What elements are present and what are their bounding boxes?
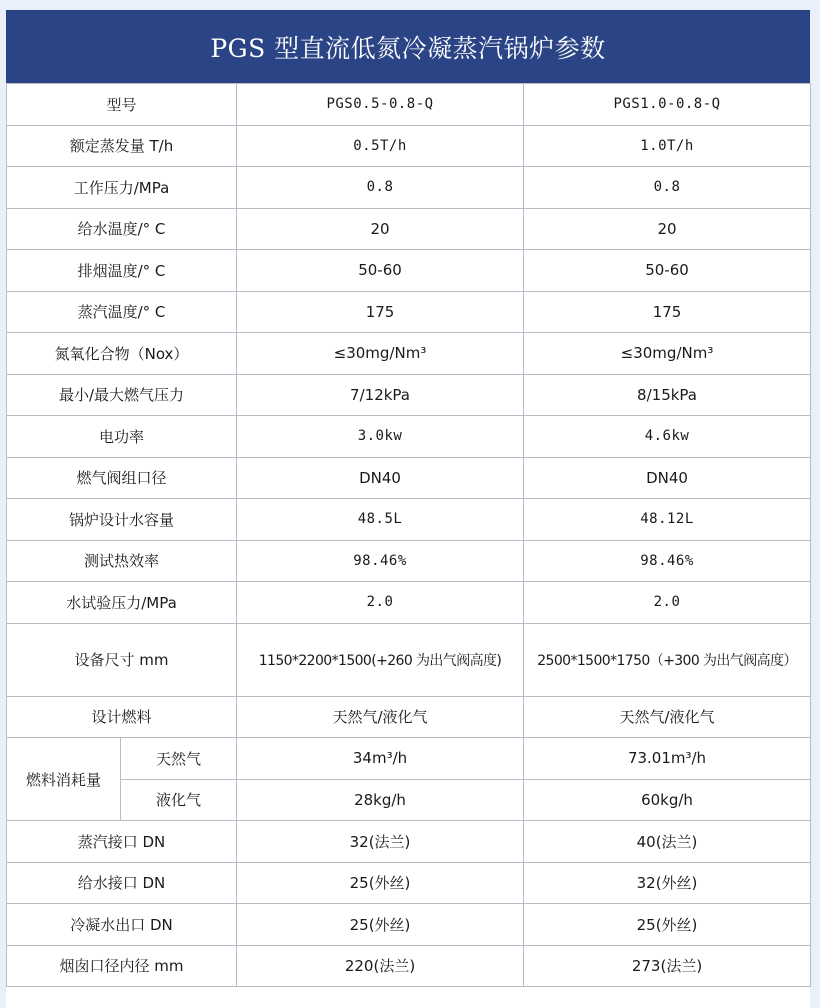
table-row xyxy=(7,499,811,541)
value-2: 2.0 xyxy=(524,582,811,624)
row-label: 电功率 xyxy=(7,416,237,458)
value-2: 175 xyxy=(524,291,811,333)
table-row-model xyxy=(7,84,811,126)
value-1: 220(法兰) xyxy=(237,945,524,987)
spec-sheet xyxy=(6,10,810,1008)
row-label: 测试热效率 xyxy=(7,540,237,582)
row-label: 额定蒸发量 T/h xyxy=(7,125,237,167)
row-label: 氮氧化合物（Nox） xyxy=(7,333,237,375)
row-label: 给水温度/° C xyxy=(7,208,237,250)
value-2: 98.46% xyxy=(524,540,811,582)
row-label: 型号 xyxy=(7,84,237,126)
value-2: 32(外丝) xyxy=(524,862,811,904)
value-1: 50-60 xyxy=(237,250,524,292)
value-1: 28kg/h xyxy=(237,779,524,821)
value-2: 4.6kw xyxy=(524,416,811,458)
table-row xyxy=(7,374,811,416)
table-row xyxy=(7,208,811,250)
row-label: 冷凝水出口 DN xyxy=(7,904,237,946)
spec-table xyxy=(6,83,811,987)
value-1: 98.46% xyxy=(237,540,524,582)
model-2: PGS1.0-0.8-Q xyxy=(524,84,811,126)
value-1: 25(外丝) xyxy=(237,862,524,904)
value-1: ≤30mg/Nm³ xyxy=(237,333,524,375)
table-row-consumption-gas xyxy=(7,738,811,780)
sub-label-lpg: 液化气 xyxy=(121,779,237,821)
value-2: 48.12L xyxy=(524,499,811,541)
value-1: 3.0kw xyxy=(237,416,524,458)
table-row xyxy=(7,821,811,863)
table-row xyxy=(7,291,811,333)
row-label: 水试验压力/MPa xyxy=(7,582,237,624)
value-2: 8/15kPa xyxy=(524,374,811,416)
row-label: 给水接口 DN xyxy=(7,862,237,904)
value-1: 25(外丝) xyxy=(237,904,524,946)
table-row xyxy=(7,582,811,624)
value-2: 0.8 xyxy=(524,167,811,209)
value-2: 1.0T/h xyxy=(524,125,811,167)
table-row-fuel xyxy=(7,696,811,738)
table-row xyxy=(7,416,811,458)
table-row-dimensions xyxy=(7,623,811,696)
value-2: 273(法兰) xyxy=(524,945,811,987)
value-1: 20 xyxy=(237,208,524,250)
value-2: 25(外丝) xyxy=(524,904,811,946)
table-row-consumption-lpg xyxy=(7,779,811,821)
row-label: 烟囱口径内径 mm xyxy=(7,945,237,987)
value-2: 20 xyxy=(524,208,811,250)
row-label: 设计燃料 xyxy=(7,696,237,738)
table-row xyxy=(7,167,811,209)
value-2: 天然气/液化气 xyxy=(524,696,811,738)
table-row xyxy=(7,904,811,946)
page-title: PGS 型直流低氮冷凝蒸汽锅炉参数 xyxy=(210,33,606,63)
table-row xyxy=(7,333,811,375)
row-label: 蒸汽接口 DN xyxy=(7,821,237,863)
value-1: 1150*2200*1500(+260 为出气阀高度) xyxy=(237,623,524,696)
row-label: 最小/最大燃气压力 xyxy=(7,374,237,416)
table-row xyxy=(7,862,811,904)
table-row xyxy=(7,125,811,167)
value-1: 0.5T/h xyxy=(237,125,524,167)
value-2: ≤30mg/Nm³ xyxy=(524,333,811,375)
consumption-label: 燃料消耗量 xyxy=(7,738,121,821)
sub-label-natural-gas: 天然气 xyxy=(121,738,237,780)
row-label: 工作压力/MPa xyxy=(7,167,237,209)
row-label: 燃气阀组口径 xyxy=(7,457,237,499)
value-1: 2.0 xyxy=(237,582,524,624)
value-2: 40(法兰) xyxy=(524,821,811,863)
value-2: 60kg/h xyxy=(524,779,811,821)
value-1: 7/12kPa xyxy=(237,374,524,416)
value-2: DN40 xyxy=(524,457,811,499)
value-1: 天然气/液化气 xyxy=(237,696,524,738)
value-1: 32(法兰) xyxy=(237,821,524,863)
value-2: 73.01m³/h xyxy=(524,738,811,780)
value-2: 2500*1500*1750（+300 为出气阀高度） xyxy=(524,623,811,696)
table-row xyxy=(7,250,811,292)
table-row xyxy=(7,457,811,499)
row-label: 锅炉设计水容量 xyxy=(7,499,237,541)
value-1: 48.5L xyxy=(237,499,524,541)
table-row xyxy=(7,540,811,582)
row-label: 设备尺寸 mm xyxy=(7,623,237,696)
row-label: 排烟温度/° C xyxy=(7,250,237,292)
value-1: 175 xyxy=(237,291,524,333)
table-row xyxy=(7,945,811,987)
model-1: PGS0.5-0.8-Q xyxy=(237,84,524,126)
value-1: 34m³/h xyxy=(237,738,524,780)
value-2: 50-60 xyxy=(524,250,811,292)
value-1: DN40 xyxy=(237,457,524,499)
title-bar xyxy=(6,10,810,83)
row-label: 蒸汽温度/° C xyxy=(7,291,237,333)
value-1: 0.8 xyxy=(237,167,524,209)
